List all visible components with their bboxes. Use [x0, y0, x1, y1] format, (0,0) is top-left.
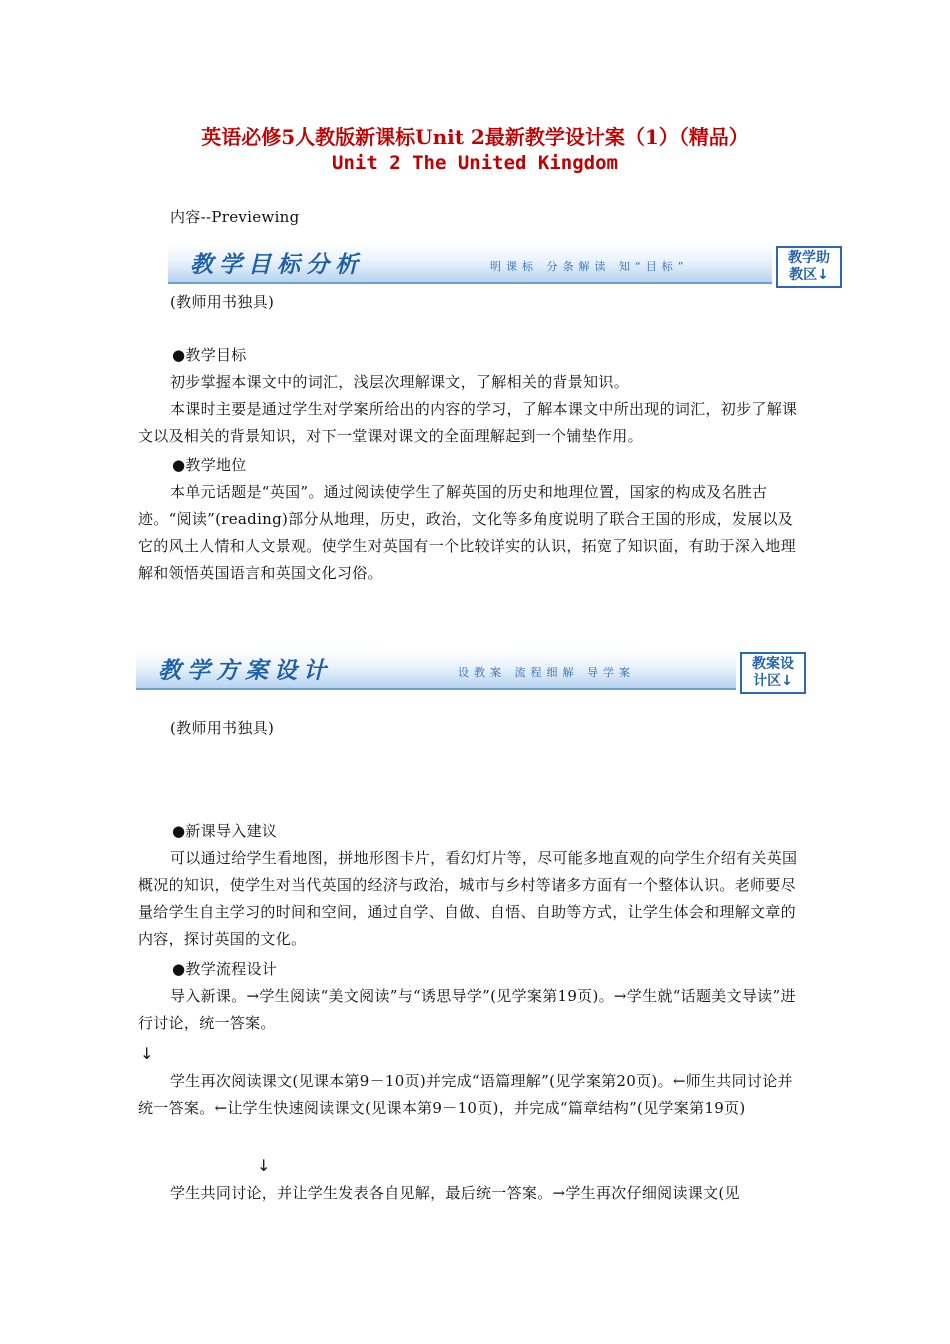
paragraph: 本单元话题是“英国”。通过阅读使学生了解英国的历史和地理位置，国家的构成及名胜古迹。“阅读”(reading)部分从地理，历史，政治，文化等多角度说明了联合王国的形成，发展以及它的风土人情和人文景观。使学生对英国有一个比较详实的认识，拓宽了知识面，有助于深入地理解和领悟英国语言和英国文化习俗。 [138, 483, 796, 582]
teacher-only-note: (教师用书独具) [170, 293, 275, 311]
paragraph: 可以通过给学生看地图，拼地形图卡片，看幻灯片等，尽可能多地直观的向学生介绍有关英国概况的知识，使学生对当代英国的经济与政治，城市与乡村等诸多方面有一个整体认识。老师要尽量给学生自主学习的时间和空间，通过自学、自做、自悟、自助等方式，让学生体会和理解文章的内容，探讨英国的文化。 [138, 849, 798, 948]
badge-line: 教区↓ [789, 267, 829, 283]
down-arrow-icon: ↓ [257, 1156, 271, 1175]
banner-lesson-plan [136, 650, 736, 690]
down-arrow-icon: ↓ [140, 1044, 154, 1063]
teacher-only-note: (教师用书独具) [170, 719, 275, 737]
document-title: 英语必修5人教版新课标Unit 2最新教学设计案（1）（精品） [201, 125, 749, 149]
paragraph: 本课时主要是通过学生对学案所给出的内容的学习，了解本课文中所出现的词汇，初步了解课文以及相关的背景知识，对下一堂课对课文的全面理解起到一个铺垫作用。 [138, 400, 798, 445]
content-label: 内容--Previewing [170, 208, 300, 226]
teaching-aid-badge [776, 246, 842, 288]
paragraph: 学生共同讨论，并让学生发表各自见解，最后统一答案。→学生再次仔细阅读课文(见 [170, 1184, 740, 1202]
badge-line: 教案设 [752, 656, 794, 672]
section-heading: ●教学地位 [172, 456, 247, 474]
banner-title: 教学目标分析 [190, 251, 364, 278]
banner-title: 教学方案设计 [158, 657, 332, 684]
document-subtitle: Unit 2 The United Kingdom [332, 152, 618, 174]
banner-subtitle: 设教案 流程细解 导学案 [458, 666, 635, 679]
banner-subtitle: 明课标 分条解读 知“目标” [490, 260, 689, 273]
section-heading: ●新课导入建议 [172, 822, 278, 840]
section-heading: ●教学流程设计 [172, 960, 278, 978]
paragraph: 初步掌握本课文中的词汇，浅层次理解课文，了解相关的背景知识。 [170, 373, 630, 391]
paragraph: 导入新课。→学生阅读“美文阅读”与“诱思导学”(见学案第19页)。→学生就“话题美文导读”进行讨论，统一答案。 [138, 987, 796, 1032]
badge-line: 教学助 [788, 250, 830, 266]
section-heading: ●教学目标 [172, 346, 247, 364]
paragraph: 学生再次阅读课文(见课本第9－10页)并完成“语篇理解”(见学案第20页)。←师生共同讨论并统一答案。←让学生快速阅读课文(见课本第9－10页)，并完成“篇章结构”(见学案第19页) [138, 1072, 793, 1117]
lesson-plan-badge [740, 652, 806, 694]
badge-line: 计区↓ [753, 673, 793, 689]
banner-teaching-goals [168, 244, 772, 284]
